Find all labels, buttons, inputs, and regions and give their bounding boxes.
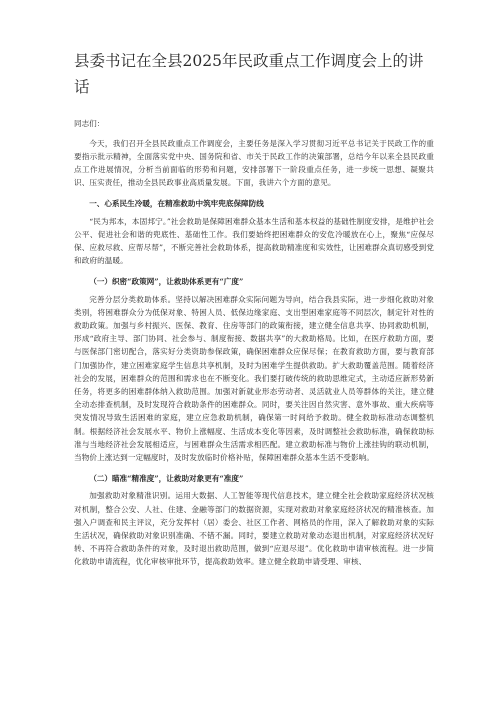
- subsection-1-paragraph: 完善分层分类救助体系。坚持以解决困难群众实际问题为导向，结合我县实际，进一步细化救助对象类别，将困难群众分为低保对象、特困人员、低保边缘家庭、支出型困难家庭等不同层次，制定针对性的救助政策。加强与乡村振兴、医保、教育、住房等部门的政策衔接，建立健全信息共享、协同救助机制，形成“政府主导、部门协同、社会参与、制度衔接、数据共享”的大救助格局。比如，在医疗救助方面，要与医保部门密切配合，落实好分类资助参保政策，确保困难群众应保尽保；在教育救助方面，要与教育部门加强协作，建立困难家庭学生信息共享机制，及时为困难学生提供救助。扩大救助覆盖范围。随着经济社会的发展，困难群众的范围和需求也在不断变化。我们要打破传统的救助思维定式，主动适应新形势新任务，将更多的困难群体纳入救助范围。加强对新就业形态劳动者、灵活就业人员等群体的关注，建立健全动态排查机制，及时发现符合救助条件的困难群众。同时，要关注因自然灾害、意外事故、重大疾病等突发情况导致生活困难的家庭，建立应急救助机制，确保第一时间给予救助。健全救助标准动态调整机制。根据经济社会发展水平、物价上涨幅度、生活成本变化等因素，及时调整社会救助标准，确保救助标准与当地经济社会发展相适应，与困难群众生活需求相匹配。建立救助标准与物价上涨挂钩的联动机制，当物价上涨达到一定幅度时，及时发放临时价格补贴，保障困难群众基本生活不受影响。: [74, 294, 434, 462]
- subsection-2-paragraph: 加强救助对象精准识别。运用大数据、人工智能等现代信息技术，建立健全社会救助家庭经济状况核对机制，整合公安、人社、住建、金融等部门的数据资源，实现对救助对象家庭经济状况的精准核查。加强入户调查和民主评议，充分发挥村（居）委会、社区工作者、网格员的作用，深入了解救助对象的实际生活状况，确保救助对象识别准确、不错不漏。同时，要建立救助对象动态退出机制，对家庭经济状况好转、不再符合救助条件的对象，及时退出救助范围，做到“应退尽退”。优化救助申请审核流程。进一步简化救助申请流程，优化审核审批环节，提高救助效率。建立健全救助申请受理、审核、: [74, 491, 434, 567]
- intro-paragraph: 今天，我们召开全县民政重点工作调度会，主要任务是深入学习贯彻习近平总书记关于民政工作的重要指示批示精神，全面落实党中央、国务院和省、市关于民政工作的决策部署，总结今年以来全县民政重点工作进展情况，分析当前面临的形势和问题，安排部署下一阶段重点任务，进一步统一思想、凝聚共识、压实责任，推动全县民政事业高质量发展。下面，我讲六个方面的意见。: [74, 138, 434, 188]
- salutation: 同志们：: [74, 119, 105, 128]
- subsection-2-heading: （二）瞄准“精准度”，让救助对象更有“准度”: [89, 474, 244, 484]
- subsection-1-heading: （一）织密“政策网”，让救助体系更有“广度”: [89, 277, 244, 287]
- section-1-heading: 一、心系民生冷暖，在精准救助中筑牢兜底保障防线: [89, 199, 264, 209]
- section-1-paragraph: “民为邦本，本固邦宁。”社会救助是保障困难群众基本生活和基本权益的基础性制度安排，是维护社会公平、促进社会和谐的兜底性、基础性工作。我们要始终把困难群众的安危冷暖放在心上，聚焦“应保尽保、应救尽救、应帮尽帮”，不断完善社会救助体系，提高救助精准度和实效性，让困难群众真切感受到党和政府的温暖。: [74, 216, 434, 266]
- document-title: 县委书记在全县2025年民政重点工作调度会上的讲话: [74, 52, 424, 96]
